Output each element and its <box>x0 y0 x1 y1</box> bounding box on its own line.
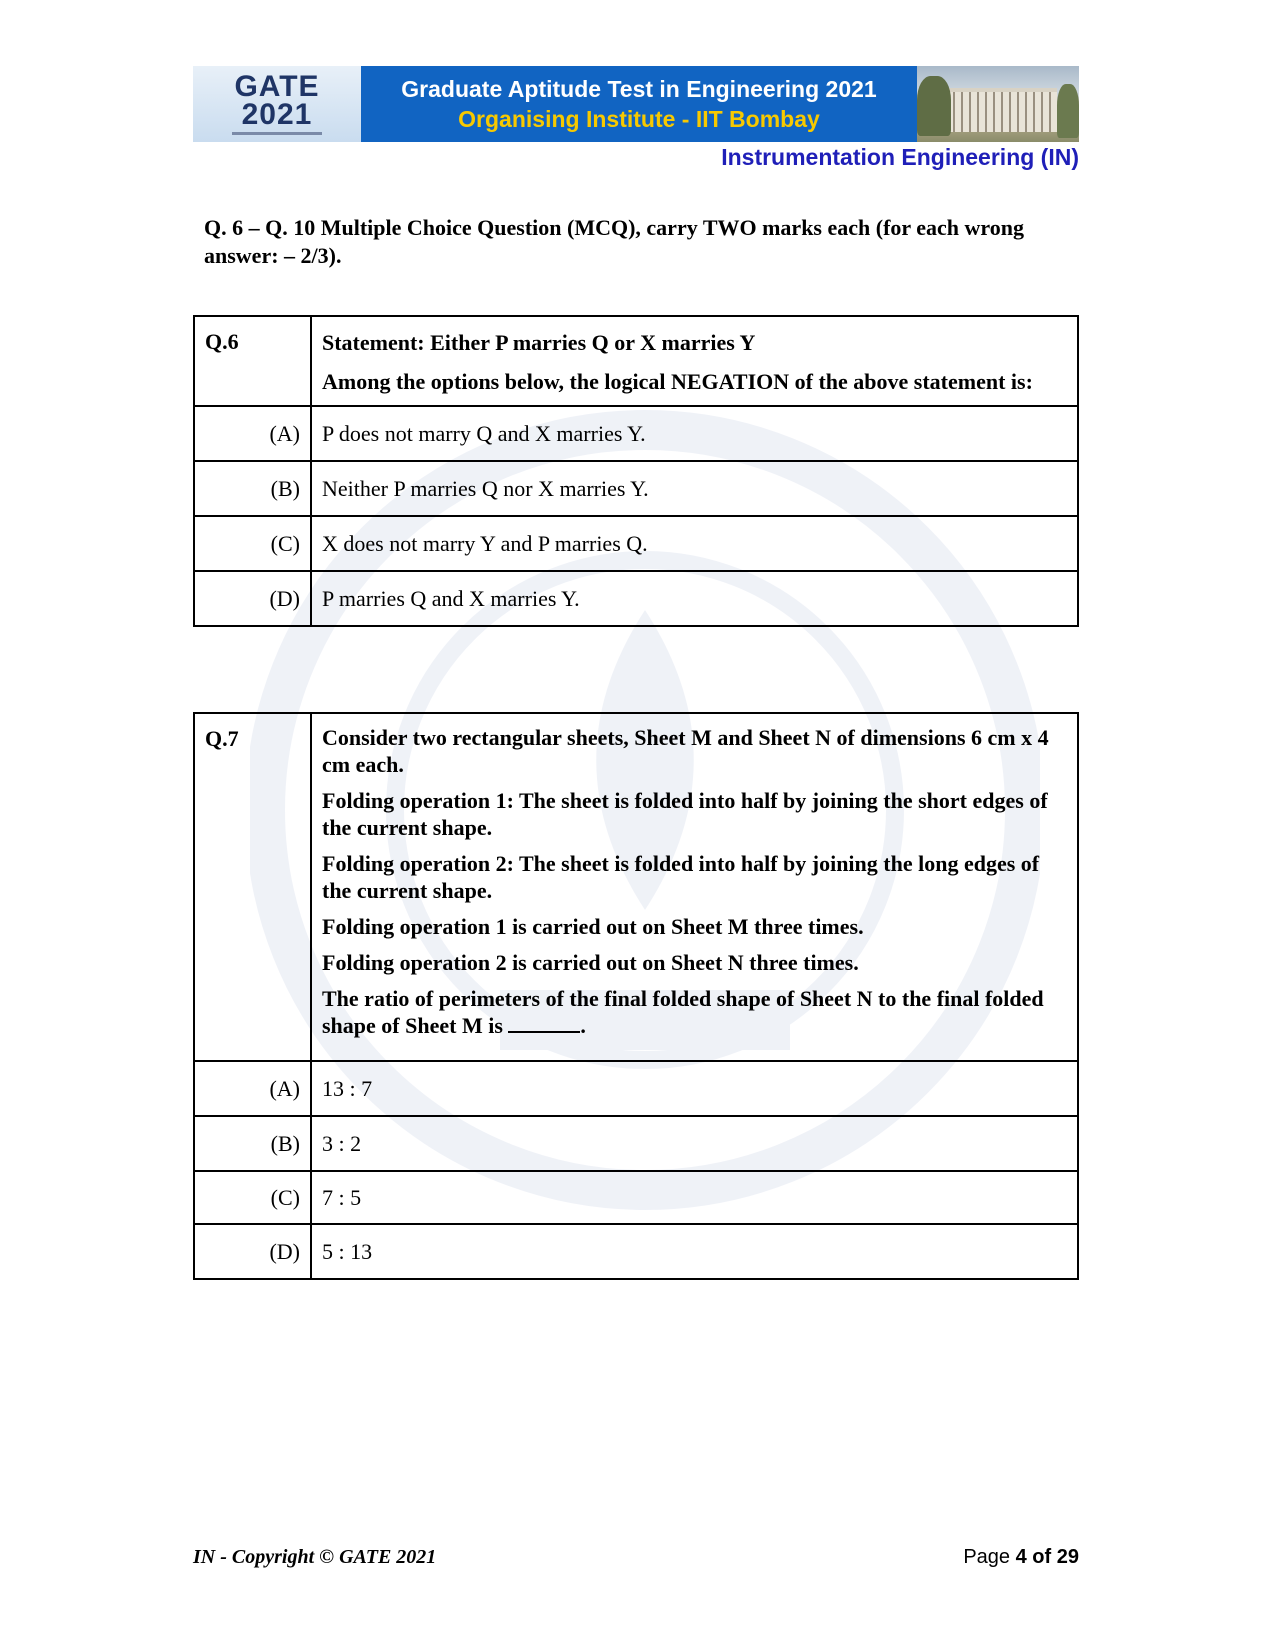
page-current: 4 <box>1015 1546 1027 1568</box>
option-text[interactable]: 5 : 13 <box>311 1224 1078 1279</box>
option-text[interactable]: 7 : 5 <box>311 1171 1078 1224</box>
logo-text-year: 2021 <box>241 98 313 131</box>
option-label: (A) <box>194 406 311 461</box>
stem-line <box>322 985 1067 1039</box>
option-text[interactable]: 13 : 7 <box>311 1061 1078 1116</box>
page-of: of <box>1032 1546 1052 1568</box>
banner-title: Graduate Aptitude Test in Engineering 2021 <box>401 76 877 102</box>
question-stem <box>311 316 1078 406</box>
option-text[interactable]: X does not marry Y and P marries Q. <box>311 516 1078 571</box>
stem-line: Consider two rectangular sheets, Sheet M and Sheet N of dimensions 6 cm x 4 cm each. <box>322 725 1049 777</box>
stem-line: Folding operation 2 is carried out on Sheet N three times. <box>322 950 859 975</box>
header-banner <box>193 66 1079 142</box>
option-text[interactable]: 3 : 2 <box>311 1116 1078 1171</box>
option-text[interactable]: Neither P marries Q nor X marries Y. <box>311 461 1078 516</box>
stem-line: Folding operation 2: The sheet is folded into half by joining the long edges of the current shape. <box>322 851 1040 903</box>
option-text[interactable]: P marries Q and X marries Y. <box>311 571 1078 626</box>
tree-graphic <box>917 76 951 136</box>
option-label: (D) <box>194 571 311 626</box>
option-label: (D) <box>194 1224 311 1279</box>
stem-line: Folding operation 1: The sheet is folded into half by joining the short edges of the current shape. <box>322 788 1048 840</box>
copyright-notice: IN - Copyright © GATE 2021 <box>193 1546 437 1568</box>
stem-line: Folding operation 1 is carried out on Sheet M three times. <box>322 914 864 939</box>
page-total: 29 <box>1056 1546 1079 1568</box>
section-heading: Q. 6 – Q. 10 Multiple Choice Question (MCQ), carry TWO marks each (for each wrong answer: – 2/3). <box>204 215 1025 268</box>
logo-underline <box>232 132 322 135</box>
stem-text: The ratio of perimeters of the final folded shape of Sheet N to the final folded shape of Sheet M is <box>322 986 1044 1038</box>
question-number: Q.6 <box>194 316 311 406</box>
stem-line: Among the options below, the logical NEGATION of the above statement is: <box>322 369 1033 394</box>
campus-photo <box>917 66 1079 142</box>
question-stem <box>311 713 1078 1061</box>
stem-end: . <box>580 1013 586 1038</box>
question-table-q7 <box>193 712 1079 1280</box>
page-number <box>963 1546 1079 1569</box>
option-label: (B) <box>194 1116 311 1171</box>
answer-blank <box>508 1013 580 1033</box>
option-label: (B) <box>194 461 311 516</box>
tree-graphic <box>1057 84 1079 138</box>
building-graphic <box>947 88 1057 132</box>
page-prefix: Page <box>963 1546 1011 1568</box>
option-label: (C) <box>194 516 311 571</box>
logo-text-gate: GATE <box>234 70 320 103</box>
gate-logo <box>193 66 361 142</box>
option-label: (C) <box>194 1171 311 1224</box>
banner-title-block <box>361 66 917 142</box>
option-text[interactable]: P does not marry Q and X marries Y. <box>311 406 1078 461</box>
banner-subtitle: Organising Institute - IIT Bombay <box>458 106 820 132</box>
option-label: (A) <box>194 1061 311 1116</box>
paper-subject: Instrumentation Engineering (IN) <box>721 144 1079 170</box>
question-table-q6 <box>193 315 1079 627</box>
question-number: Q.7 <box>194 713 311 1061</box>
stem-line: Statement: Either P marries Q or X marries Y <box>322 330 756 355</box>
